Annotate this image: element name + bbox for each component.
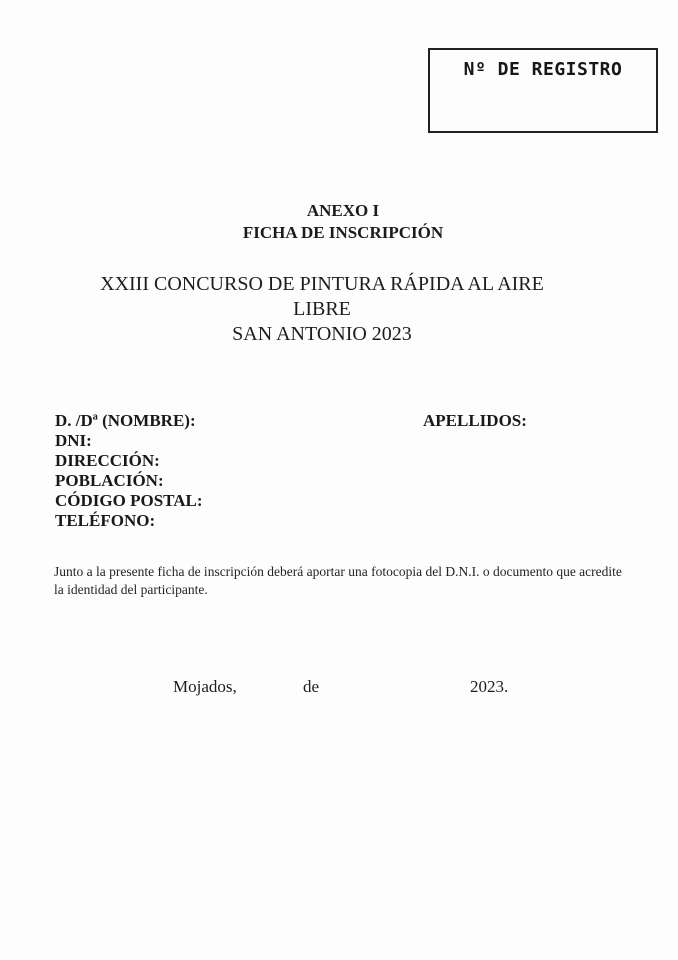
contest-title-line2: LIBRE xyxy=(293,298,351,320)
annex-heading-line1: ANEXO I xyxy=(306,201,380,220)
dni-note-line1: Junto a la presente ficha de inscripción deberá aportar una fotocopia del D.N.I. o documento que acredite xyxy=(54,564,622,579)
apellidos-field-label: APELLIDOS: xyxy=(423,411,527,430)
registro-number-box xyxy=(428,48,658,133)
codigo-postal-field-label: CÓDIGO POSTAL: xyxy=(55,491,203,510)
field-row-nombre-apellidos xyxy=(55,411,635,431)
field-row-telefono xyxy=(55,511,635,531)
annex-heading-line2: FICHA DE INSCRIPCIÓN xyxy=(242,223,444,242)
dni-field-label: DNI: xyxy=(55,431,92,450)
field-row-codigo-postal xyxy=(55,491,635,511)
dni-note-line2: la identidad del participante. xyxy=(54,582,208,597)
date-year: 2023. xyxy=(470,677,509,696)
contest-title-line3: SAN ANTONIO 2023 xyxy=(232,323,412,345)
form-fields xyxy=(55,411,635,531)
date-preposition: de xyxy=(303,677,320,696)
nombre-field-label: D. /Dª (NOMBRE): xyxy=(55,411,196,430)
poblacion-field-label: POBLACIÓN: xyxy=(55,471,164,490)
direccion-field-label: DIRECCIÓN: xyxy=(55,451,160,470)
contest-title-line1: XXIII CONCURSO DE PINTURA RÁPIDA AL AIRE xyxy=(100,273,544,295)
date-line xyxy=(0,677,678,699)
field-row-dni xyxy=(55,431,635,451)
annex-heading xyxy=(4,200,678,244)
dni-note xyxy=(54,563,639,599)
field-row-direccion xyxy=(55,451,635,471)
registro-box-label: Nº DE REGISTRO xyxy=(463,59,623,80)
field-row-poblacion xyxy=(55,471,635,491)
telefono-field-label: TELÉFONO: xyxy=(55,511,156,530)
date-place: Mojados, xyxy=(173,677,237,696)
contest-title xyxy=(0,272,644,347)
